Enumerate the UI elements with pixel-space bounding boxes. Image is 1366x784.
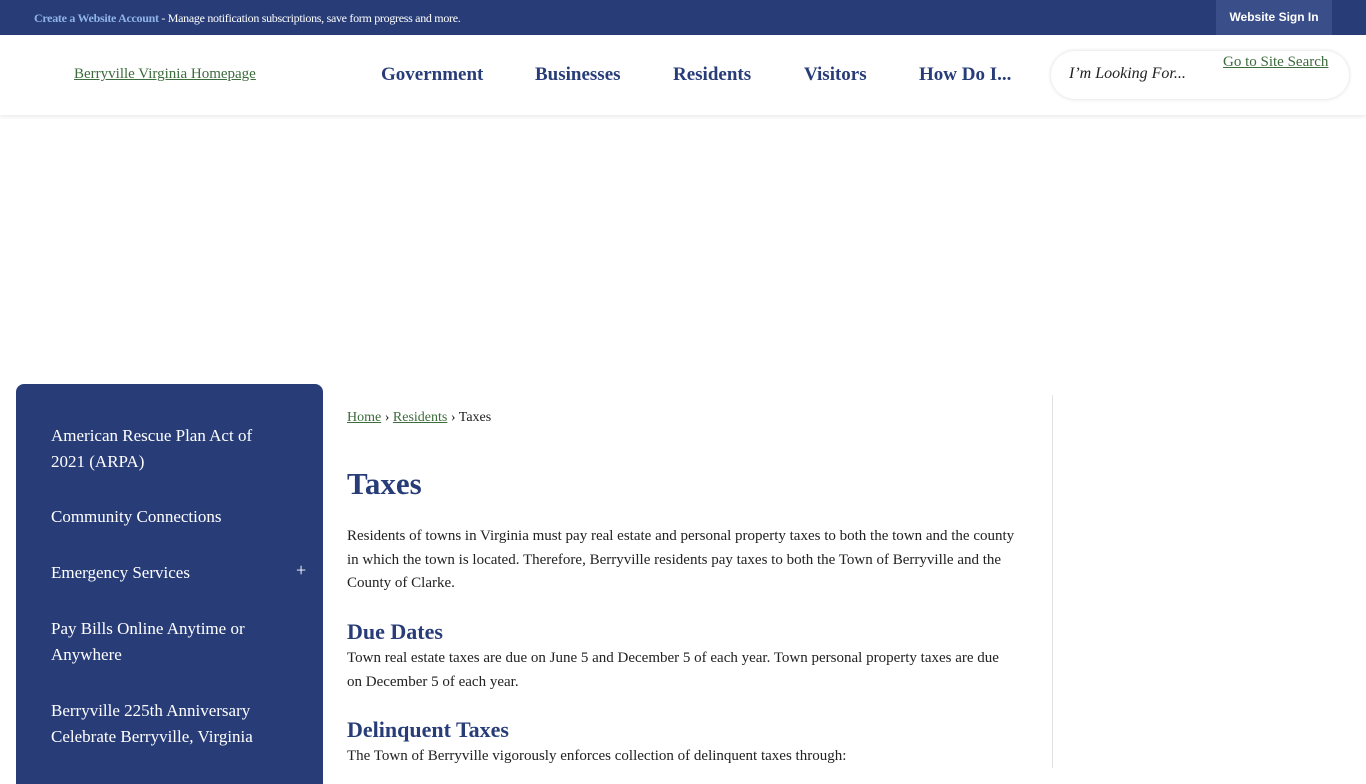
breadcrumb-current: Taxes: [458, 410, 492, 425]
account-message-text: - Manage notification subscriptions, save form progress and more.: [158, 11, 461, 25]
sidebar-item-225th-anniversary[interactable]: Berryville 225th Anniversary Celebrate Berryville, Virginia: [51, 701, 253, 746]
website-sign-in-button[interactable]: Website Sign In: [1216, 0, 1332, 35]
sidebar-item-pay-bills[interactable]: Pay Bills Online Anytime or Anywhere: [51, 619, 245, 664]
breadcrumb-separator: ›: [447, 410, 459, 425]
delinquent-taxes-heading: Delinquent Taxes: [347, 717, 509, 742]
homepage-logo-link[interactable]: Berryville Virginia Homepage: [74, 66, 256, 82]
sidebar-item-emergency-services[interactable]: Emergency Services: [51, 563, 190, 582]
nav-residents[interactable]: Residents: [673, 64, 752, 85]
due-dates-heading: Due Dates: [347, 619, 443, 644]
create-account-link[interactable]: Create a Website Account: [34, 11, 159, 25]
breadcrumb-separator: ›: [381, 410, 393, 425]
sidebar-item-community-connections[interactable]: Community Connections: [51, 507, 222, 526]
search-input[interactable]: [1069, 65, 1219, 83]
breadcrumb-home[interactable]: Home: [347, 410, 382, 425]
nav-businesses[interactable]: Businesses: [535, 64, 621, 85]
nav-how-do-i[interactable]: How Do I...: [919, 64, 1012, 85]
expand-icon[interactable]: +: [296, 560, 307, 580]
site-header: [0, 35, 1366, 115]
top-bar: [0, 0, 1366, 35]
breadcrumb: [347, 410, 491, 426]
account-message: [34, 11, 460, 26]
nav-government[interactable]: Government: [381, 64, 484, 85]
nav-visitors[interactable]: Visitors: [804, 64, 867, 85]
sidebar-nav: [16, 384, 323, 784]
breadcrumb-residents[interactable]: Residents: [392, 410, 448, 425]
delinquent-taxes-text: The Town of Berryville vigorously enforces collection of delinquent taxes through:: [347, 748, 847, 764]
intro-text: Residents of towns in Virginia must pay real estate and personal property taxes to both the town and the county in which the town is located. Therefore, Berryville residents pay taxes to both the Town of Berryville and the County of Clarke.: [347, 528, 1015, 591]
sidebar-item-arpa[interactable]: American Rescue Plan Act of 2021 (ARPA): [51, 426, 253, 471]
site-search-button[interactable]: Go to Site Search: [1223, 54, 1329, 70]
content-divider: [1052, 395, 1053, 768]
page-title: Taxes: [347, 466, 422, 501]
due-dates-text: Town real estate taxes are due on June 5 and December 5 of each year. Town personal property taxes are due on December 5 of each year.: [347, 650, 999, 690]
